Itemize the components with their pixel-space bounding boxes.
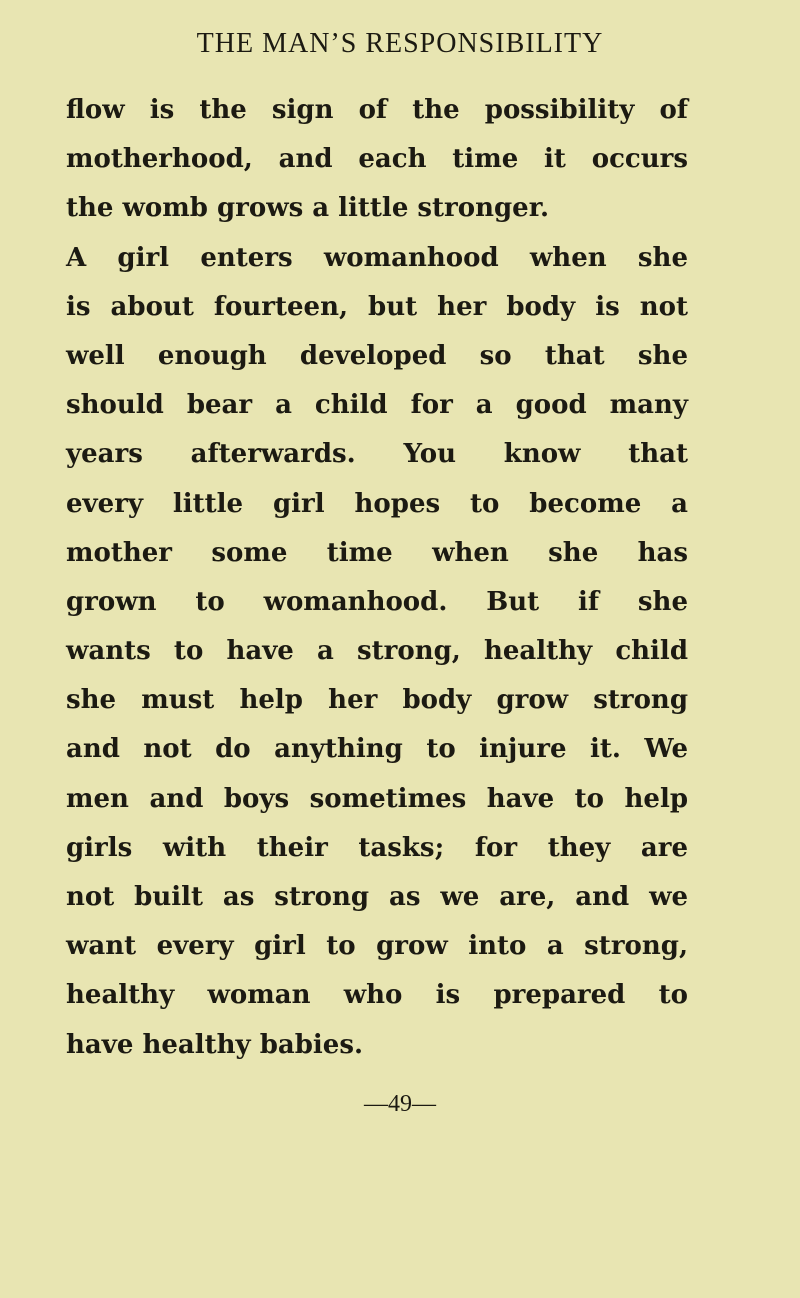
text-line: A girl enters womanhood when she [66,242,688,273]
text-line: motherhood, and each time it occurs [66,144,688,175]
text-line: she must help her body grow strong [66,685,688,716]
text-line: well enough developed so that she [66,340,688,371]
text-line: flow is the sign of the possibility of [66,95,688,125]
page-number: —49— [364,1091,436,1117]
text-line: healthy woman who is prepared to [66,980,688,1011]
text-line: grown to womanhood. But if she [66,586,688,617]
text-line: wants to have a strong, healthy child [66,636,688,667]
text-line: mother some time when she has [66,537,688,568]
text-line: the womb grows a little stronger. [66,193,550,224]
text-line: not built as strong as we are, and we [66,882,688,912]
body-text [66,86,688,1070]
text-line: should bear a child for a good many [66,390,688,421]
text-line: want every girl to grow into a strong, [66,931,688,962]
text-line: every little girl hopes to become a [66,488,688,519]
text-line: years afterwards. You know that [66,439,688,470]
text-line: is about fourteen, but her body is not [66,291,688,322]
text-line: have healthy babies. [66,1029,364,1060]
text-line: men and boys sometimes have to help [66,783,688,814]
text-line: and not do anything to injure it. We [66,734,688,765]
running-head: THE MAN’S RESPONSIBILITY [196,28,604,59]
text-line: girls with their tasks; for they are [66,832,688,863]
